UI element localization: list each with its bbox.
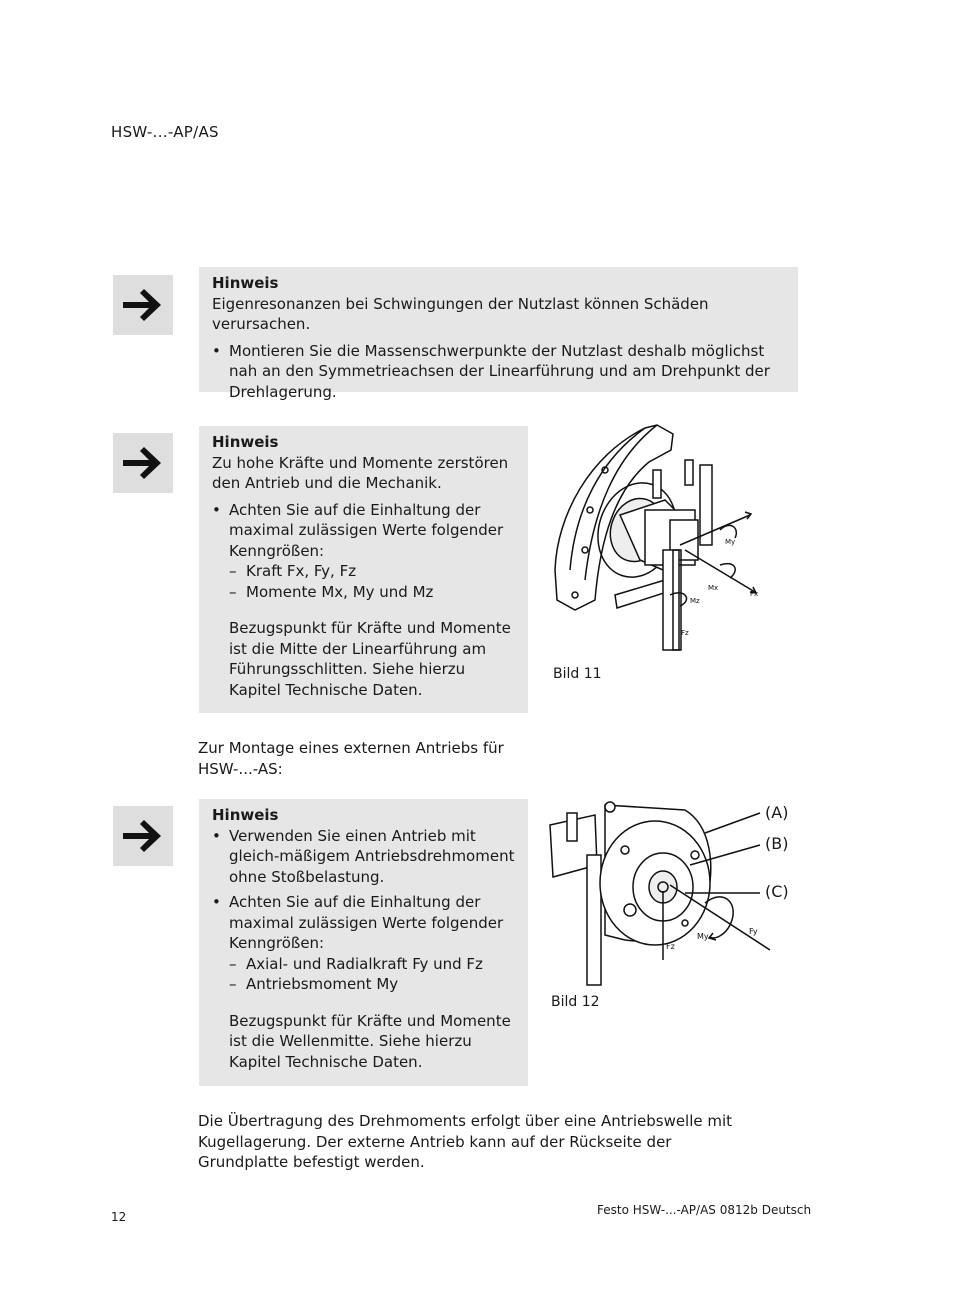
note-title: Hinweis [212, 806, 279, 824]
figure-11-caption: Bild 11 [553, 666, 602, 682]
list-item: • Achten Sie auf die Einhaltung der maximal zulässigen Werte folgender Kenngrößen: – Kraft Fx, Fy, Fz – Momente Mx, My und Mz [212, 500, 516, 603]
note-bullet-list [212, 341, 786, 403]
page-header: HSW-...-AP/AS [111, 123, 219, 141]
list-item: – Axial- und Radialkraft Fy und Fz [229, 954, 483, 973]
list-item: • Achten Sie auf die Einhaltung der maximal zulässigen Werte folgender Kenngrößen: – Axial- und Radialkraft Fy und Fz – Antriebsmoment My [212, 892, 516, 995]
figure-label-mz: Mz [690, 597, 700, 605]
note-bullet-list [212, 500, 516, 603]
figure-label-fz: Fz [666, 942, 675, 951]
arrow-right-icon [121, 819, 165, 853]
note-hinweis-2 [199, 426, 528, 713]
arrow-right-icon [121, 446, 165, 480]
note-arrow-box [113, 433, 173, 493]
note-arrow-box [113, 806, 173, 866]
list-item: – Momente Mx, My und Mz [229, 582, 434, 601]
note-title: Hinweis [212, 433, 279, 451]
intro-paragraph: Zur Montage eines externen Antriebs für HSW-...-AS: [198, 739, 504, 778]
list-item: • Verwenden Sie einen Antrieb mit gleich-mäßigem Antriebsdrehmoment ohne Stoßbelastung. [212, 826, 515, 886]
note-sub-list [229, 561, 516, 602]
figure-12-drawing [545, 795, 790, 990]
list-item: – Kraft Fx, Fy, Fz [229, 562, 357, 580]
figure-11-drawing [545, 420, 775, 660]
callout-b: (B) [765, 834, 789, 853]
figure-12-caption: Bild 12 [551, 994, 600, 1010]
arrow-right-icon [121, 288, 165, 322]
callout-a: (A) [765, 803, 789, 822]
footer-document-id: Festo HSW-...-AP/AS 0812b Deutsch [597, 1203, 812, 1217]
figure-label-my: My [725, 538, 736, 546]
figure-label-my: My [697, 932, 709, 941]
note-text: Zu hohe Kräfte und Momente zerstören den Antrieb und die Mechanik. [212, 453, 509, 492]
list-item: • Montieren Sie die Massenschwerpunkte der Nutzlast deshalb möglichst nah an den Symmetrieachsen der Linearführung und am Drehpunkt der Drehlagerung. [212, 341, 770, 401]
note-hinweis-3 [199, 799, 528, 1086]
note-title: Hinweis [212, 274, 279, 292]
figure-label-mx: Mx [708, 584, 719, 592]
note-reference: Bezugspunkt für Kräfte und Momente ist die Wellenmitte. Siehe hierzu Kapitel Technische Daten. [229, 1011, 511, 1071]
figure-label-fz: Fz [681, 629, 689, 637]
note-hinweis-1 [199, 267, 798, 401]
page-number: 12 [111, 1210, 127, 1224]
note-reference: Bezugspunkt für Kräfte und Momente ist die Mitte der Linearführung am Führungsschlitten. Siehe hierzu Kapitel Technische Daten. [229, 619, 511, 699]
closing-paragraph: Die Übertragung des Drehmoments erfolgt über eine Antriebswelle mit Kugellagerung. Der externe Antrieb kann auf der Rückseite der Grundplatte befestigt werden. [198, 1112, 733, 1171]
note-text: Eigenresonanzen bei Schwingungen der Nutzlast können Schäden verursachen. [212, 294, 709, 333]
note-sub-list [229, 954, 516, 995]
note-arrow-box [113, 275, 173, 335]
callout-c: (C) [765, 882, 789, 901]
note-bullet-list [212, 826, 516, 995]
list-item: – Antriebsmoment My [229, 975, 399, 993]
figure-label-fy: Fy [749, 927, 758, 936]
figure-label-fx: Fx [750, 590, 759, 598]
